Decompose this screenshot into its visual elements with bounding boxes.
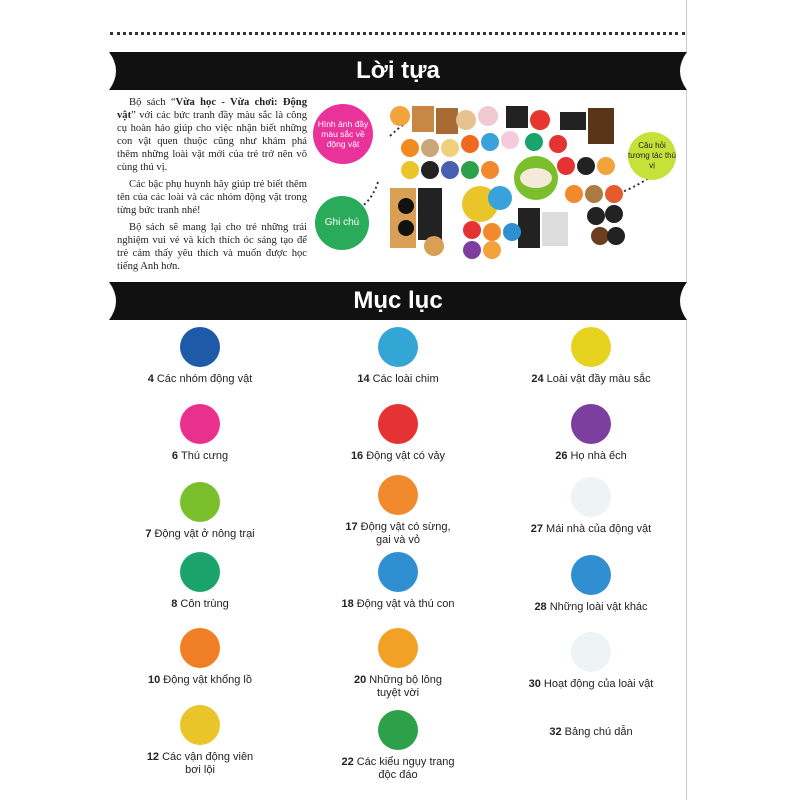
toc-page-number: 6	[171, 450, 178, 462]
ladybug-icon	[180, 552, 220, 592]
toc-item-26[interactable]	[506, 404, 676, 463]
toc-item-32[interactable]	[506, 720, 676, 739]
banner-right-cap	[661, 52, 687, 90]
toc-page-number: 16	[350, 450, 364, 462]
toc-page-number: 28	[534, 601, 547, 613]
toc-item-22[interactable]	[313, 710, 483, 782]
toc-item-24[interactable]	[506, 327, 676, 386]
sheep-icon	[180, 482, 220, 522]
toc-page-number: 24	[531, 373, 544, 385]
toc-title-text: Loài vật đầy màu sắc	[546, 373, 651, 385]
toc-page-number: 17	[345, 521, 358, 533]
toc-title-text: Thú cưng	[181, 450, 229, 462]
preface-paragraph-1: Bộ sách “Vừa học - Vừa chơi: Động vật” với các bức tranh đầy màu sắc là công cụ hoàn hảo giúp cho việc nhận biết những con vật quen thuộc cũng như khám phá thêm những loài vật mới của trẻ trở nên vô cùng thú vị.	[117, 97, 307, 173]
toc-item-6[interactable]	[115, 404, 285, 463]
toc-page-number: 20	[353, 674, 367, 686]
toc-item-30[interactable]	[506, 632, 676, 691]
orca-icon	[180, 327, 220, 367]
toc-item-28[interactable]	[506, 555, 676, 614]
toc-title-text-line2: tuyệt vời	[376, 687, 420, 699]
toc-page-number: 14	[357, 373, 370, 385]
monkey-icon	[378, 628, 418, 668]
sample-page-collage	[310, 96, 676, 266]
toc-item-4[interactable]	[115, 327, 285, 386]
preface-paragraph-2: Các bậc phụ huynh hãy giúp trẻ biết thêm tên của các loài và các nhóm động vật trong từng bức tranh nhé!	[117, 179, 307, 216]
whale-icon	[571, 632, 611, 672]
toc-title-text: Động vật có vảy	[366, 450, 446, 462]
toc-page-number: 27	[530, 523, 544, 535]
toc-item-18[interactable]	[313, 552, 483, 611]
dog-icon	[180, 404, 220, 444]
toc-title-text-line2: bơi lội	[185, 764, 215, 776]
toc-item-8[interactable]	[115, 552, 285, 611]
fish-icon	[180, 705, 220, 745]
top-dotted-divider	[110, 32, 685, 39]
frog-icon	[571, 404, 611, 444]
toc-title-text: Những loài vật khác	[549, 601, 648, 613]
polar-bear-icon	[571, 477, 611, 517]
leaf-insect-icon	[378, 710, 418, 750]
toc-banner-right-cap	[661, 282, 687, 320]
toc-title-text: Họ nhà ếch	[570, 450, 627, 462]
toc-item-27[interactable]	[506, 477, 676, 536]
animal-thumbnails	[390, 106, 625, 259]
toc-title-text: Hoạt động của loài vật	[543, 678, 654, 690]
snake-icon	[378, 404, 418, 444]
toc-banner-left-cap	[109, 282, 135, 320]
toc-title-text: Động vật ở nông trại	[154, 528, 255, 540]
toc-title-text: Bảng chú dẫn	[564, 726, 633, 738]
toc-item-16[interactable]	[313, 404, 483, 463]
toc-item-17[interactable]	[313, 475, 483, 547]
toc-page-number: 12	[146, 751, 160, 763]
toc-page-number: 4	[147, 373, 154, 385]
urchin-icon	[571, 327, 611, 367]
toc-title-text: Động vật có sừng,	[360, 521, 451, 533]
toc-item-12[interactable]	[115, 705, 285, 777]
toc-title-text: Mái nhà của động vật	[546, 523, 652, 535]
toc-page-number: 32	[549, 726, 562, 738]
toc-title-text: Động vật và thú con	[356, 598, 455, 610]
squirrel-icon	[571, 555, 611, 595]
toc-item-14[interactable]	[313, 327, 483, 386]
bubble-notes: Ghi chú	[315, 196, 369, 250]
bubble-questions: Câu hỏi tương tác thú vị	[628, 132, 676, 180]
toc-page-number: 8	[171, 598, 178, 610]
toc-title-text: Các nhóm động vật	[156, 373, 253, 385]
horse-icon	[378, 552, 418, 592]
toc-item-7[interactable]	[115, 482, 285, 541]
toc-title: Mục lục	[353, 287, 443, 314]
toc-item-10[interactable]	[115, 628, 285, 687]
toc-title-text-line2: gai và vỏ	[375, 534, 420, 546]
toc-page-number: 22	[341, 756, 354, 768]
banner-left-cap	[109, 52, 135, 90]
toc-page-number: 10	[148, 674, 161, 686]
eagle-icon	[378, 327, 418, 367]
toc-title-text: Các vận động viên	[162, 751, 254, 763]
elephant-icon	[180, 628, 220, 668]
toc-page-number: 18	[341, 598, 354, 610]
toc-title-text: Các kiểu ngụy trang	[356, 756, 455, 768]
toc-title-text: Các loài chim	[372, 373, 439, 385]
preface-text	[117, 96, 307, 277]
page-edge	[686, 0, 687, 800]
toc-banner	[110, 282, 686, 320]
preface-title: Lời tựa	[356, 57, 440, 84]
toc-title-text: Côn trùng	[180, 598, 229, 610]
bubble-colorful-images: Hình ảnh đầy màu sắc về động vật	[313, 104, 373, 164]
toc-title-text: Những bộ lông	[369, 674, 443, 686]
toc-title-text-line2: độc đáo	[378, 769, 418, 781]
toc-item-20[interactable]	[313, 628, 483, 700]
rhino-icon	[378, 475, 418, 515]
toc-page-number: 30	[528, 678, 541, 690]
preface-banner	[110, 52, 686, 90]
toc-page-number: 26	[555, 450, 568, 462]
toc-title-text: Động vật khổng lồ	[163, 674, 252, 686]
preface-paragraph-3: Bộ sách sẽ mang lại cho trẻ những trải nghiệm vui vẻ và kích thích óc sáng tạo để trẻ cảm thấy yêu thích và muốn được học tiếng Anh hơn.	[117, 222, 307, 272]
toc-page-number: 7	[145, 528, 152, 540]
